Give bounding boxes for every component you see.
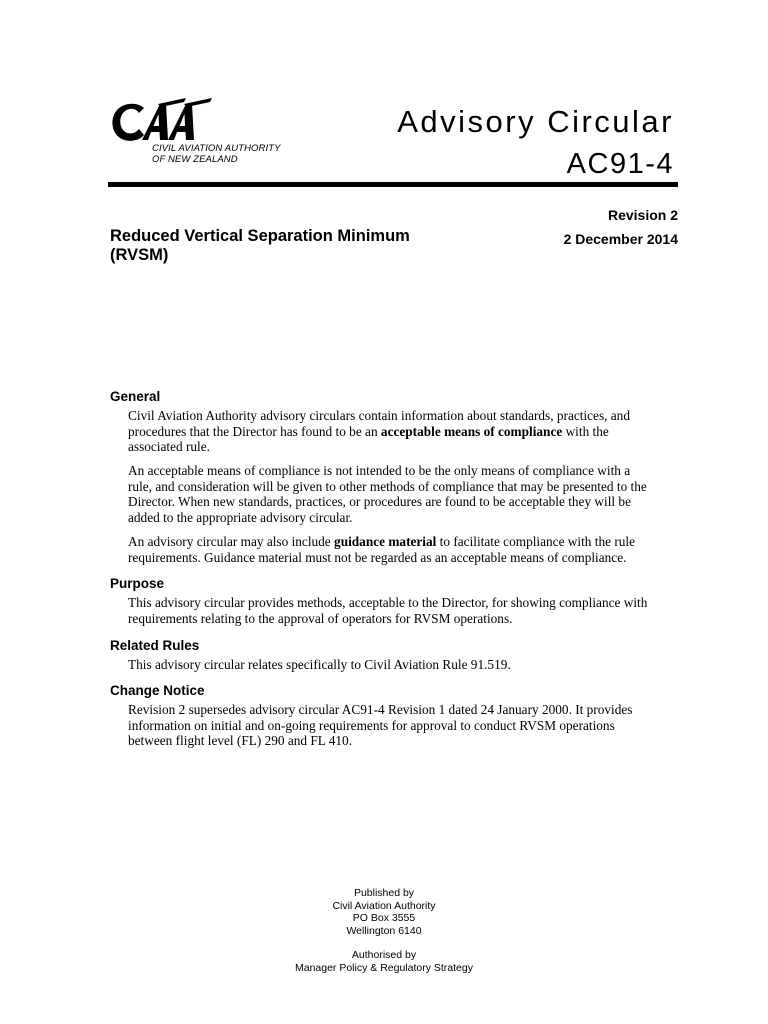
logo-org-line2: OF NEW ZEALAND: [152, 153, 238, 165]
title-line-1: Reduced Vertical Separation Minimum: [110, 227, 410, 245]
footer-spacer: [0, 937, 768, 949]
logo-org-line1: CIVIL AVIATION AUTHORITY: [152, 143, 281, 154]
section-general: [110, 388, 650, 565]
paragraph: [128, 534, 650, 565]
document-title: [110, 227, 460, 265]
text-run: An advisory circular may also include: [128, 534, 335, 550]
paragraph: [128, 408, 650, 455]
revision-label: Revision 2: [607, 207, 678, 223]
publication-footer: [0, 887, 768, 974]
section-purpose: [110, 575, 650, 626]
text-run: Civil Aviation Authority advisory circulars contain information about standards, practices, and procedures that the Director has found to be an: [128, 408, 630, 439]
title-line-2: (RVSM): [110, 246, 169, 264]
text-run: to facilitate compliance with the rule requirements. Guidance material must not be regarded as an acceptable means of compliance.: [128, 534, 635, 565]
published-by-label: Published by: [353, 887, 415, 899]
section-related-rules: [110, 637, 650, 673]
caa-logo-mark: [108, 98, 212, 144]
section-heading: Change Notice: [110, 683, 205, 699]
section-change-notice: [110, 682, 650, 749]
document-number: AC91-4: [566, 148, 674, 180]
section-heading: Related Rules: [110, 637, 200, 653]
publisher-name: Civil Aviation Authority: [332, 899, 436, 912]
bold-term: guidance material: [334, 534, 437, 550]
document-type: Advisory Circular: [397, 104, 674, 139]
caa-logo: [108, 98, 308, 170]
publisher-city: Wellington 6140: [346, 924, 422, 937]
section-heading: General: [110, 389, 161, 404]
text-run: with the associated rule.: [128, 423, 609, 455]
publisher-po-box: PO Box 3555: [352, 912, 416, 924]
paragraph: This advisory circular provides methods, acceptable to the Director, for showing compliance with requirements relating to the approval of operators for RVSM operations.: [128, 595, 648, 626]
paragraph: Revision 2 supersedes advisory circular AC91-4 Revision 1 dated 24 January 2000. It provides information on initial and on-going requirements for approval to conduct RVSM operations between flight level (FL) 290 and FL 410.: [128, 702, 633, 749]
document-body: [110, 388, 650, 749]
bold-term: acceptable means of compliance: [380, 423, 563, 439]
section-heading: Purpose: [110, 576, 165, 592]
authoriser-name: Manager Policy & Regulatory Strategy: [294, 961, 473, 974]
authorised-by-label: Authorised by: [351, 949, 417, 961]
logo-org-name: [152, 144, 281, 165]
paragraph: This advisory circular relates specifically to Civil Aviation Rule 91.519.: [128, 656, 511, 672]
header-rule: [108, 182, 678, 187]
paragraph: An acceptable means of compliance is not intended to be the only means of compliance with a rule, and consideration will be given to other methods of compliance that may be presented to the Director. When new standards, practices, or procedures are found to be acceptable they will be added to the appropriate advisory circular.: [128, 463, 647, 526]
revision-date: 2 December 2014: [563, 231, 678, 247]
